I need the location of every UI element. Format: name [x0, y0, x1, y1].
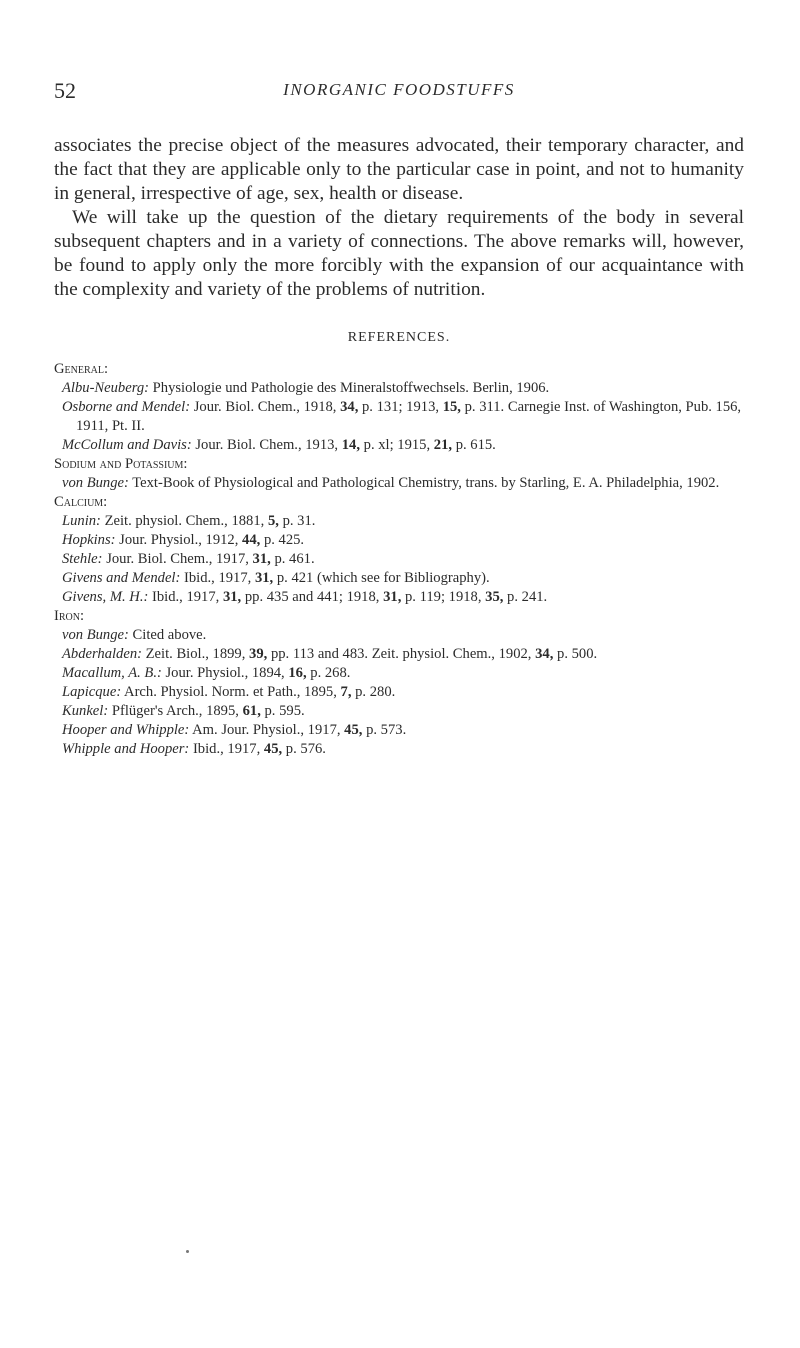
page-header	[54, 78, 744, 112]
ref-source: p. 119; 1918,	[405, 589, 482, 605]
ref-author: Hopkins:	[62, 532, 116, 548]
ref-source: p. 131; 1913,	[362, 399, 440, 415]
reference-entry	[54, 740, 744, 759]
ref-volume: 34,	[340, 399, 359, 415]
ref-author: Kunkel:	[62, 703, 109, 719]
ref-source: p. 500.	[557, 646, 598, 662]
references-title: REFERENCES.	[347, 330, 451, 345]
ref-author: Abderhalden:	[62, 646, 142, 662]
ref-source: p. 241.	[507, 589, 548, 605]
ref-volume: 39,	[249, 646, 268, 662]
ref-source: Ibid., 1917,	[151, 589, 220, 605]
ref-source: p. xl; 1915,	[363, 437, 431, 453]
ref-source: Jour. Biol. Chem., 1913,	[195, 437, 339, 453]
running-head: INORGANIC FOODSTUFFS	[283, 80, 515, 99]
ref-source: p. 425.	[263, 532, 305, 548]
ref-group-iron	[54, 607, 744, 759]
ref-author: Lapicque:	[62, 684, 122, 700]
ref-volume: 16,	[288, 665, 307, 681]
ref-volume: 7,	[340, 684, 352, 700]
ref-volume: 31,	[254, 570, 274, 586]
ref-source: p. 595.	[264, 703, 305, 719]
ref-author: von Bunge:	[62, 627, 129, 643]
group-label: Sodium and Potassium:	[54, 456, 188, 472]
reference-entry	[54, 531, 744, 550]
ref-author: Hooper and Whipple:	[62, 722, 190, 738]
ref-source: Zeit. Biol., 1899,	[145, 646, 246, 662]
ref-author: Givens, M. H.:	[62, 589, 149, 605]
reference-entry	[54, 512, 744, 531]
ref-source: p. 311. Carnegie Inst. of Washington, Pub. 156, 1911, Pt. II.	[76, 399, 742, 434]
ref-source: Cited above.	[132, 627, 207, 643]
ref-volume: 44,	[242, 532, 261, 548]
reference-entry	[54, 683, 744, 702]
ref-source: Jour. Physiol., 1912,	[119, 532, 239, 548]
ref-source: p. 461.	[274, 551, 315, 567]
reference-entry	[54, 379, 744, 398]
ref-source: p. 576.	[285, 741, 326, 757]
reference-entry	[54, 702, 744, 721]
ref-source: p. 573.	[366, 722, 407, 738]
group-label: General:	[54, 361, 109, 377]
ref-volume: 34,	[535, 646, 554, 662]
reference-entry	[54, 664, 744, 683]
ref-author: McCollum and Davis:	[62, 437, 192, 453]
body-text	[54, 134, 744, 302]
ref-source: Pflüger's Arch., 1895,	[111, 703, 239, 719]
ref-source: Jour. Biol. Chem., 1918,	[193, 399, 337, 415]
reference-entry	[54, 569, 744, 588]
ref-source: Jour. Biol. Chem., 1917,	[106, 551, 249, 567]
reference-entry	[54, 398, 744, 436]
references-list	[54, 360, 744, 759]
ref-group-calcium	[54, 493, 744, 607]
ref-group-sodium-potassium	[54, 455, 744, 493]
ref-source: p. 421 (which see for Bibliography).	[276, 570, 490, 586]
ref-volume: 35,	[485, 589, 504, 605]
ref-author: Givens and Mendel:	[62, 570, 181, 586]
paragraph-1: associates the precise object of the measures advocated, their temporary character, and the fact that they are applicable only to the particular case in point, and not to humanity in general, irrespective of age, sex, health or disease.	[54, 135, 744, 204]
print-speck	[186, 1250, 189, 1253]
ref-source: p. 268.	[310, 665, 351, 681]
ref-source: Ibid., 1917,	[184, 570, 252, 586]
ref-volume: 31,	[383, 589, 402, 605]
paragraph-2: We will take up the question of the dietary requirements of the body in several subsequent chapters and in a variety of connections. The above remarks will, however, be found to apply only the more forcibly with the expansion of our acquaintance with the complexity and variety of the problems of nutrition.	[54, 207, 744, 300]
ref-author: Macallum, A. B.:	[62, 665, 162, 681]
reference-entry	[54, 626, 744, 645]
ref-volume: 14,	[341, 437, 360, 453]
reference-entry	[54, 474, 744, 493]
book-page	[54, 78, 744, 759]
ref-author: Stehle:	[62, 551, 103, 567]
ref-volume: 31,	[222, 589, 242, 605]
ref-volume: 5,	[267, 513, 279, 529]
ref-source: Zeit. physiol. Chem., 1881,	[104, 513, 265, 529]
ref-source: p. 615.	[455, 437, 496, 453]
ref-author: Whipple and Hooper:	[62, 741, 190, 757]
ref-source: Text-Book of Physiological and Pathological Chemistry, trans. by Starling, E. A. Philadelphia, 1902.	[132, 475, 720, 491]
reference-entry	[54, 588, 744, 607]
reference-entry	[54, 645, 744, 664]
reference-entry	[54, 550, 744, 569]
ref-source: p. 280.	[355, 684, 396, 700]
page-number: 52	[54, 78, 76, 103]
ref-source: Arch. Physiol. Norm. et Path., 1895,	[124, 684, 337, 700]
ref-source: Am. Jour. Physiol., 1917,	[192, 722, 341, 738]
ref-author: Osborne and Mendel:	[62, 399, 191, 415]
ref-volume: 15,	[442, 399, 461, 415]
reference-entry	[54, 721, 744, 740]
ref-source: p. 31.	[282, 513, 316, 529]
ref-source: pp. 113 and 483. Zeit. physiol. Chem., 1902,	[270, 646, 532, 662]
ref-source: Ibid., 1917,	[192, 741, 261, 757]
ref-volume: 61,	[242, 703, 261, 719]
ref-source: pp. 435 and 441; 1918,	[244, 589, 380, 605]
ref-group-general	[54, 360, 744, 455]
ref-author: Albu-Neuberg:	[62, 380, 149, 396]
ref-volume: 31,	[252, 551, 271, 567]
ref-volume: 21,	[433, 437, 453, 453]
ref-source: Physiologie und Pathologie des Mineralstoffwechsels. Berlin, 1906.	[152, 380, 550, 396]
ref-author: von Bunge:	[62, 475, 129, 491]
ref-volume: 45,	[263, 741, 283, 757]
ref-volume: 45,	[344, 722, 363, 738]
ref-source: Jour. Physiol., 1894,	[165, 665, 285, 681]
group-label: Calcium:	[54, 494, 108, 510]
reference-entry	[54, 436, 744, 455]
ref-author: Lunin:	[62, 513, 101, 529]
group-label: Iron:	[54, 608, 85, 624]
